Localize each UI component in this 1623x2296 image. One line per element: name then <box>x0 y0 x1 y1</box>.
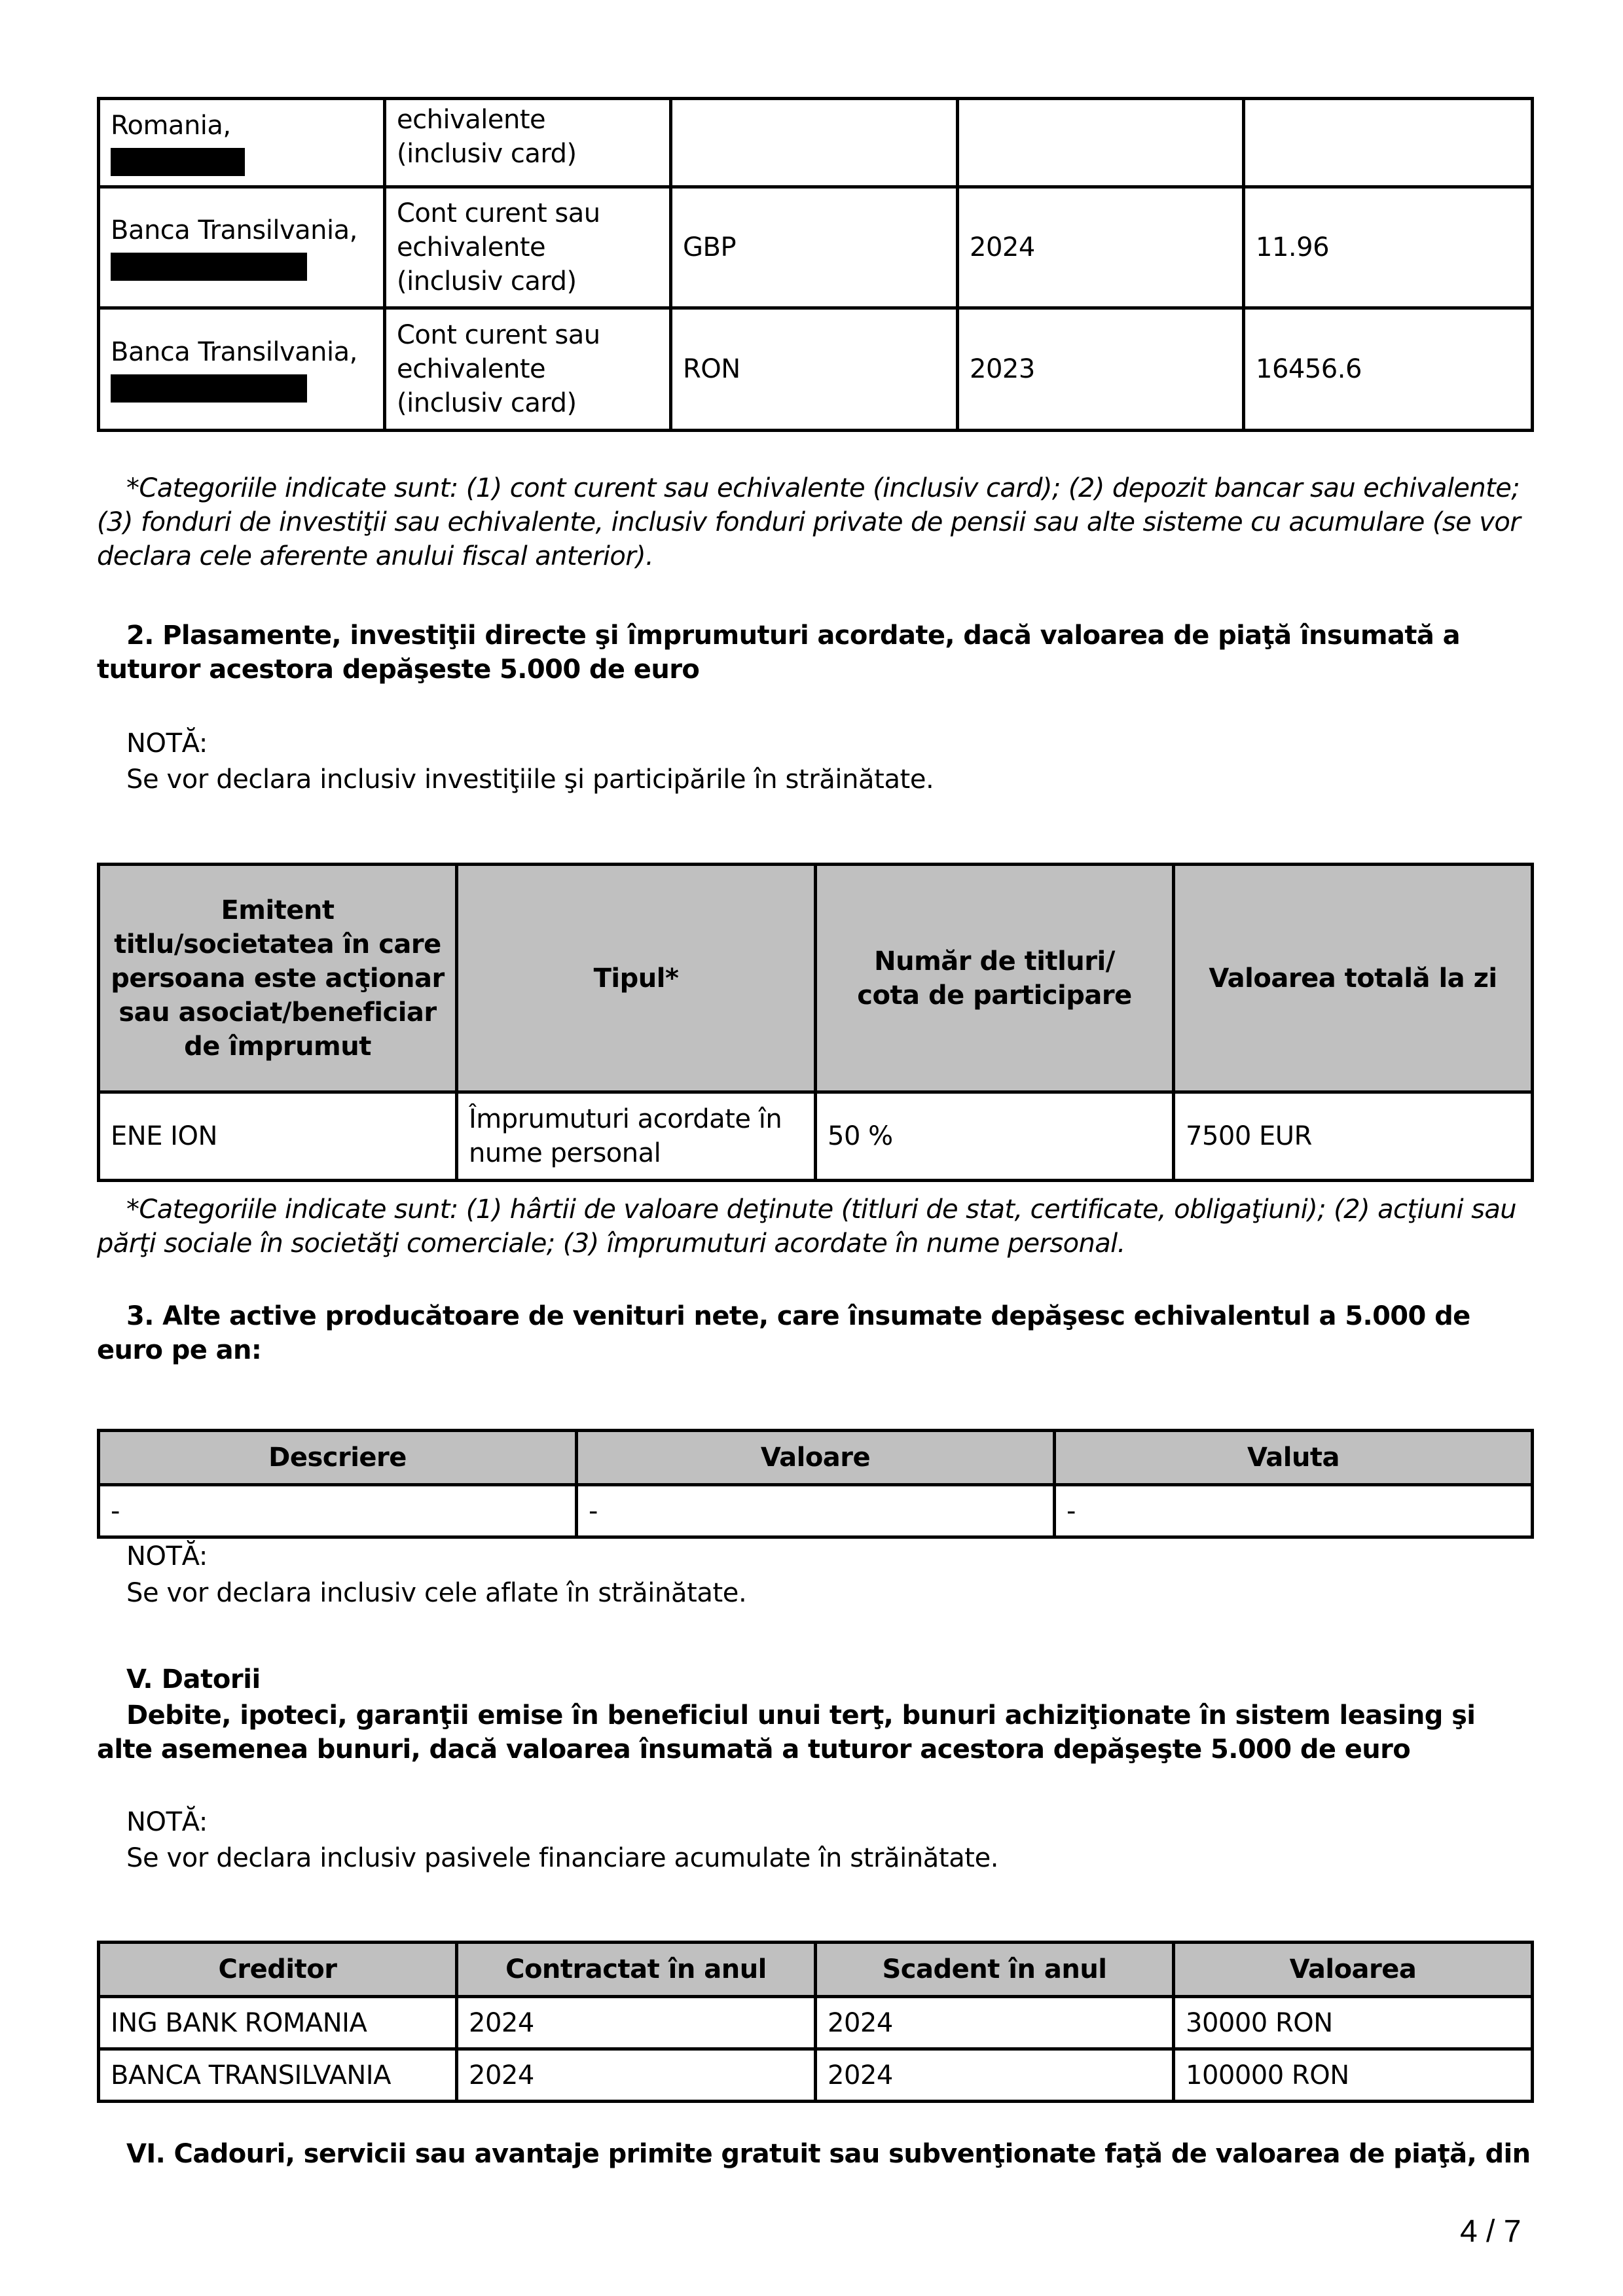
balance-cell: 16456.6 <box>1244 308 1533 431</box>
column-header-description: Descriere <box>99 1431 577 1485</box>
year-cell: 2024 <box>958 187 1244 308</box>
creditor-cell: BANCA TRANSILVANIA <box>99 2049 457 2102</box>
account-type-line: Cont curent sau <box>397 320 600 350</box>
table-header-row <box>99 1431 1533 1485</box>
other-assets-table <box>97 1429 1534 1539</box>
institution-name: Romania, <box>111 111 231 141</box>
contracted-year-cell: 2024 <box>457 2049 816 2102</box>
due-year-cell: 2024 <box>816 2049 1174 2102</box>
currency-cell: RON <box>671 308 958 431</box>
table-row <box>99 2049 1533 2102</box>
page-number: 4 / 7 <box>1460 2214 1522 2249</box>
column-header-type: Tipul* <box>457 865 816 1092</box>
column-header-total-value: Valoarea totală la zi <box>1174 865 1533 1092</box>
section-2-heading: 2. Plasamente, investiţii directe şi împrumuturi acordate, dacă valoarea de piaţă însumată a tuturor acestora depăşeste 5.000 de euro <box>97 620 1461 685</box>
section-5-heading: Debite, ipoteci, garanţii emise în beneficiul unui terţ, bunuri achiziţionate în sistem leasing şi alte asemenea bunuri, dacă valoarea însumată a tuturor acestora depăşeşte 5.000 de euro <box>97 1700 1476 1765</box>
note-text: Se vor declara inclusiv investiţiile şi participările în străinătate. <box>126 764 934 795</box>
issuer-cell: ENE ION <box>99 1092 457 1181</box>
column-header-due-year: Scadent în anul <box>816 1943 1174 1997</box>
amount-cell: 30000 RON <box>1174 1997 1533 2049</box>
table-header-row <box>99 1943 1533 1997</box>
account-type-cell <box>385 187 671 308</box>
account-type-cell <box>385 308 671 431</box>
table-row <box>99 1092 1533 1181</box>
description-cell: - <box>99 1485 577 1537</box>
table-row <box>99 1485 1533 1537</box>
institution-cell <box>99 99 385 187</box>
account-type-line: (inclusiv card) <box>397 139 577 169</box>
note-label: NOTĂ: <box>126 1541 208 1571</box>
amount-cell: 100000 RON <box>1174 2049 1533 2102</box>
redacted-block <box>111 374 307 403</box>
currency-cell <box>671 99 958 187</box>
table-row <box>99 99 1533 187</box>
note-text: Se vor declara inclusiv pasivele financiare acumulate în străinătate. <box>126 1843 999 1873</box>
accounts-footnote: *Categoriile indicate sunt: (1) cont curent sau echivalente (inclusiv card); (2) depozit bancar sau echivalente; (3) fonduri de investiţii sau echivalente, inclusiv fonduri private de pensii sau alte sisteme cu acumulare (se vor declara cele aferente anului fiscal anterior). <box>97 473 1521 571</box>
balance-cell <box>1244 99 1533 187</box>
institution-cell <box>99 187 385 308</box>
account-type-line: echivalente <box>397 105 546 135</box>
note-text: Se vor declara inclusiv cele aflate în străinătate. <box>126 1578 747 1608</box>
shares-cell: 50 % <box>816 1092 1174 1181</box>
currency-cell: - <box>1055 1485 1533 1537</box>
account-type-line: (inclusiv card) <box>397 266 577 296</box>
investments-table <box>97 863 1534 1182</box>
table-row <box>99 1997 1533 2049</box>
table-row <box>99 308 1533 431</box>
year-cell: 2023 <box>958 308 1244 431</box>
bank-accounts-table <box>97 97 1534 432</box>
account-type-line: (inclusiv card) <box>397 388 577 418</box>
column-header-issuer: Emitent titlu/societatea în care persoana este acţionar sau asociat/beneficiar de împrumut <box>99 865 457 1092</box>
note-label: NOTĂ: <box>126 728 208 759</box>
balance-cell: 11.96 <box>1244 187 1533 308</box>
due-year-cell: 2024 <box>816 1997 1174 2049</box>
column-header-creditor: Creditor <box>99 1943 457 1997</box>
account-type-line: echivalente <box>397 354 546 384</box>
institution-name: Banca Transilvania, <box>111 215 357 245</box>
account-type-line: echivalente <box>397 232 546 262</box>
investments-footnote: *Categoriile indicate sunt: (1) hârtii de valoare deţinute (titluri de stat, certificate, obligaţiuni); (2) acţiuni sau părţi sociale în societăţi comerciale; (3) împrumuturi acordate în nume personal. <box>97 1194 1517 1259</box>
institution-cell <box>99 308 385 431</box>
column-header-contracted-year: Contractat în anul <box>457 1943 816 1997</box>
table-header-row <box>99 865 1533 1092</box>
column-header-value: Valoare <box>577 1431 1055 1485</box>
currency-cell: GBP <box>671 187 958 308</box>
type-cell: Împrumuturi acordate în nume personal <box>457 1092 816 1181</box>
account-type-line: Cont curent sau <box>397 198 600 228</box>
institution-name: Banca Transilvania, <box>111 337 357 367</box>
value-cell: - <box>577 1485 1055 1537</box>
redacted-block <box>111 148 245 176</box>
column-header-currency: Valuta <box>1055 1431 1533 1485</box>
total-value-cell: 7500 EUR <box>1174 1092 1533 1181</box>
redacted-block <box>111 253 307 281</box>
note-label: NOTĂ: <box>126 1807 208 1837</box>
section-5-title: V. Datorii <box>126 1664 261 1695</box>
section-3-heading: 3. Alte active producătoare de venituri nete, care însumate depăşesc echivalentul a 5.000 de euro pe an: <box>97 1301 1470 1365</box>
table-row <box>99 187 1533 308</box>
column-header-shares: Număr de titluri/ cota de participare <box>816 865 1174 1092</box>
debts-table <box>97 1941 1534 2103</box>
column-header-amount: Valoarea <box>1174 1943 1533 1997</box>
creditor-cell: ING BANK ROMANIA <box>99 1997 457 2049</box>
section-6-heading: VI. Cadouri, servicii sau avantaje primite gratuit sau subvenţionate faţă de valoarea de piaţă, din <box>126 2139 1531 2169</box>
contracted-year-cell: 2024 <box>457 1997 816 2049</box>
account-type-cell <box>385 99 671 187</box>
year-cell <box>958 99 1244 187</box>
